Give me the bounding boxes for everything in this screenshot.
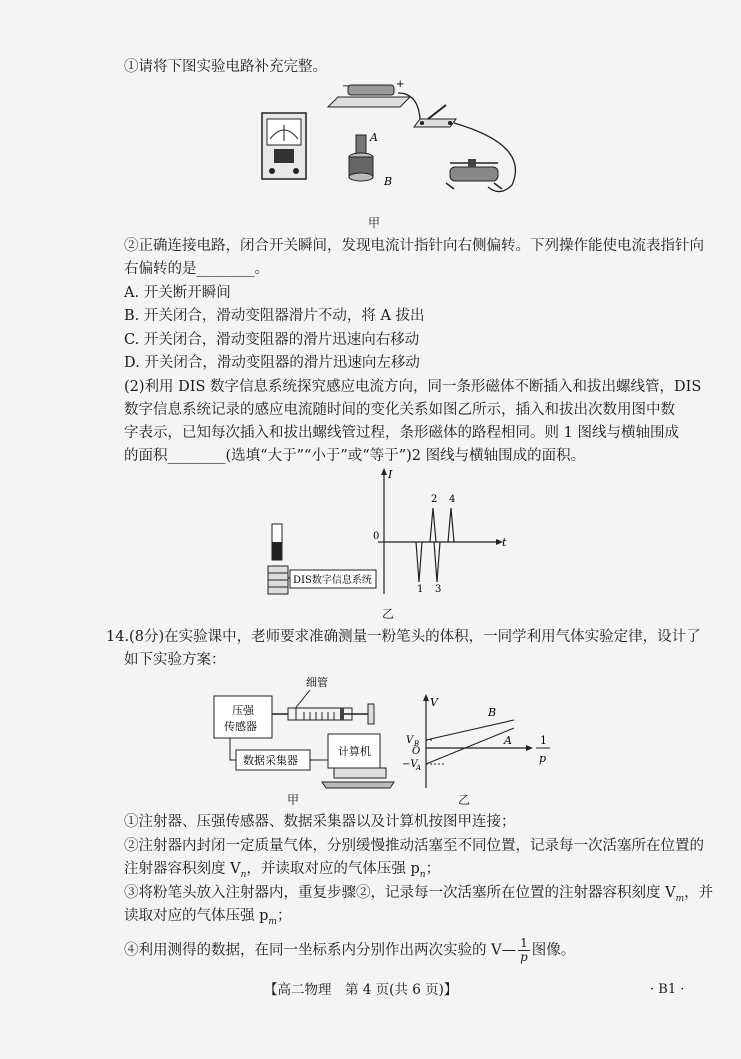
pn-sub: n [419, 869, 426, 880]
step-2-text-a: 注射器容积刻度 V [124, 861, 241, 877]
plus-label: + [396, 79, 405, 90]
x-axis-den: p [539, 752, 547, 765]
circuit-figure [250, 75, 530, 210]
line-b [426, 720, 514, 740]
vn-sub: n [240, 869, 247, 880]
vb-label: V [406, 735, 414, 746]
question-2-line-2: 右偏转的是________。 [124, 261, 269, 277]
x-axis-num: 1 [540, 734, 547, 747]
page-footer: 【高二物理 第 4 页(共 6 页)】 [264, 982, 458, 998]
step-3-text-a: ③将粉笔头放入注射器内，重复步骤②，记录每一次活塞所在位置的注射器容积刻度 V [124, 885, 676, 901]
pulse-label-1: 1 [417, 584, 424, 595]
step-2-line-2 [124, 859, 440, 885]
line-b-label: B [488, 706, 497, 719]
step-3-line-1 [124, 883, 713, 909]
computer-icon [322, 734, 394, 788]
step-3-text-d: ； [276, 908, 292, 924]
coil-b-label: B [384, 175, 393, 188]
vb-sub: B [414, 740, 420, 748]
question-14-line-1: 14.(8分)在实验课中，老师要求准确测量一粉笔头的体积，一同学利用气体实验定律，设计了 [106, 629, 701, 645]
frac-den: p [520, 950, 528, 964]
battery-icon [328, 79, 410, 107]
sensor-label-1: 压强 [232, 704, 254, 717]
figure-caption-yi-2: 乙 [458, 793, 471, 807]
figure-caption-jia-1: 甲 [368, 216, 381, 230]
frac-num: 1 [520, 936, 528, 950]
step-1: ①注射器、压强传感器、数据采集器以及计算机按图甲连接； [124, 814, 516, 830]
step-3-text-c: 读取对应的气体压强 p [124, 908, 269, 924]
pm-sub: m [268, 916, 277, 927]
step-3-line-2 [124, 906, 291, 932]
va-label: −V [402, 759, 418, 770]
part-2-line-2: 数字信息系统记录的感应电流随时间的变化关系如图乙所示，插入和拔出次数用图中数 [124, 402, 675, 418]
figure-caption-jia-2: 甲 [287, 793, 300, 807]
vm-sub: m [675, 893, 685, 904]
x-axis-label: t [502, 536, 507, 549]
step-2-text-b: ，并读取对应的气体压强 p [246, 861, 420, 877]
rheostat-icon [446, 159, 502, 189]
pulse-label-2: 2 [431, 494, 438, 505]
coil-icon [349, 131, 392, 188]
step-4-fraction [518, 937, 530, 964]
line-a-label: A [504, 734, 512, 747]
page-code: · B1 · [650, 982, 685, 997]
galvanometer-icon [262, 113, 306, 179]
option-a: A. 开关断开瞬间 [124, 285, 231, 301]
minus-label: − [342, 81, 351, 92]
v-p-graph [404, 692, 564, 792]
v-axis-label: V [430, 696, 438, 709]
dis-figure [260, 466, 520, 602]
tube-label: 细管 [306, 676, 328, 689]
pulse-label-4: 4 [449, 494, 456, 505]
dis-label: DIS数字信息系统 [293, 575, 372, 586]
pulse-3 [434, 542, 440, 582]
line-a [426, 728, 514, 764]
step-4 [124, 937, 575, 964]
step-2-line-1: ②注射器内封闭一定质量气体，分别缓慢推动活塞至不同位置，记录每一次活塞所在位置的 [124, 838, 704, 854]
computer-label: 计算机 [338, 745, 371, 758]
step-3-text-b: ，并 [684, 885, 714, 901]
step-2-text-c: ； [425, 861, 441, 877]
pulse-label-3: 3 [435, 584, 442, 595]
question-2-line-1: ②正确连接电路，闭合开关瞬间，发现电流计指针向右侧偏转。下列操作能使电流表指针向 [124, 238, 704, 254]
figure-caption-yi-1: 乙 [382, 607, 395, 621]
option-b: B. 开关闭合，滑动变阻器滑片不动，将 A 拔出 [124, 308, 425, 324]
sensor-label-2: 传感器 [224, 720, 257, 733]
option-c: C. 开关闭合，滑动变阻器的滑片迅速向右移动 [124, 332, 420, 348]
part-2-line-4: 的面积________(选填“大于”“小于”或“等于”)2 图线与横轴围成的面积。 [124, 448, 586, 464]
step-4-text-a: ④利用测得的数据，在同一坐标系内分别作出两次实验的 V— [124, 942, 517, 959]
pulse-4 [448, 508, 454, 542]
part-2-line-3: 字表示，已知每次插入和拔出螺线管过程，条形磁体的路程相同。则 1 图线与横轴围成 [124, 425, 679, 441]
pulse-2 [430, 508, 436, 542]
option-d: D. 开关闭合，滑动变阻器的滑片迅速向左移动 [124, 355, 420, 371]
syringe-setup-figure [210, 672, 400, 792]
collector-label: 数据采集器 [243, 754, 298, 767]
y-axis-label: I [388, 468, 393, 481]
part-2-line-1: (2)利用 DIS 数字信息系统探究感应电流方向，同一条形磁体不断插入和拔出螺线管，DIS [124, 379, 702, 395]
pulse-1 [416, 542, 422, 582]
instruction-1: ①请将下图实验电路补充完整。 [124, 59, 327, 75]
origin-label: 0 [373, 531, 380, 542]
question-14-line-2: 如下实验方案： [124, 652, 226, 668]
step-4-text-b: 图像。 [531, 942, 576, 959]
va-sub: A [416, 764, 422, 772]
origin-o-label: O [412, 746, 421, 757]
coil-a-label: A [370, 131, 378, 144]
syringe-icon [288, 704, 374, 724]
